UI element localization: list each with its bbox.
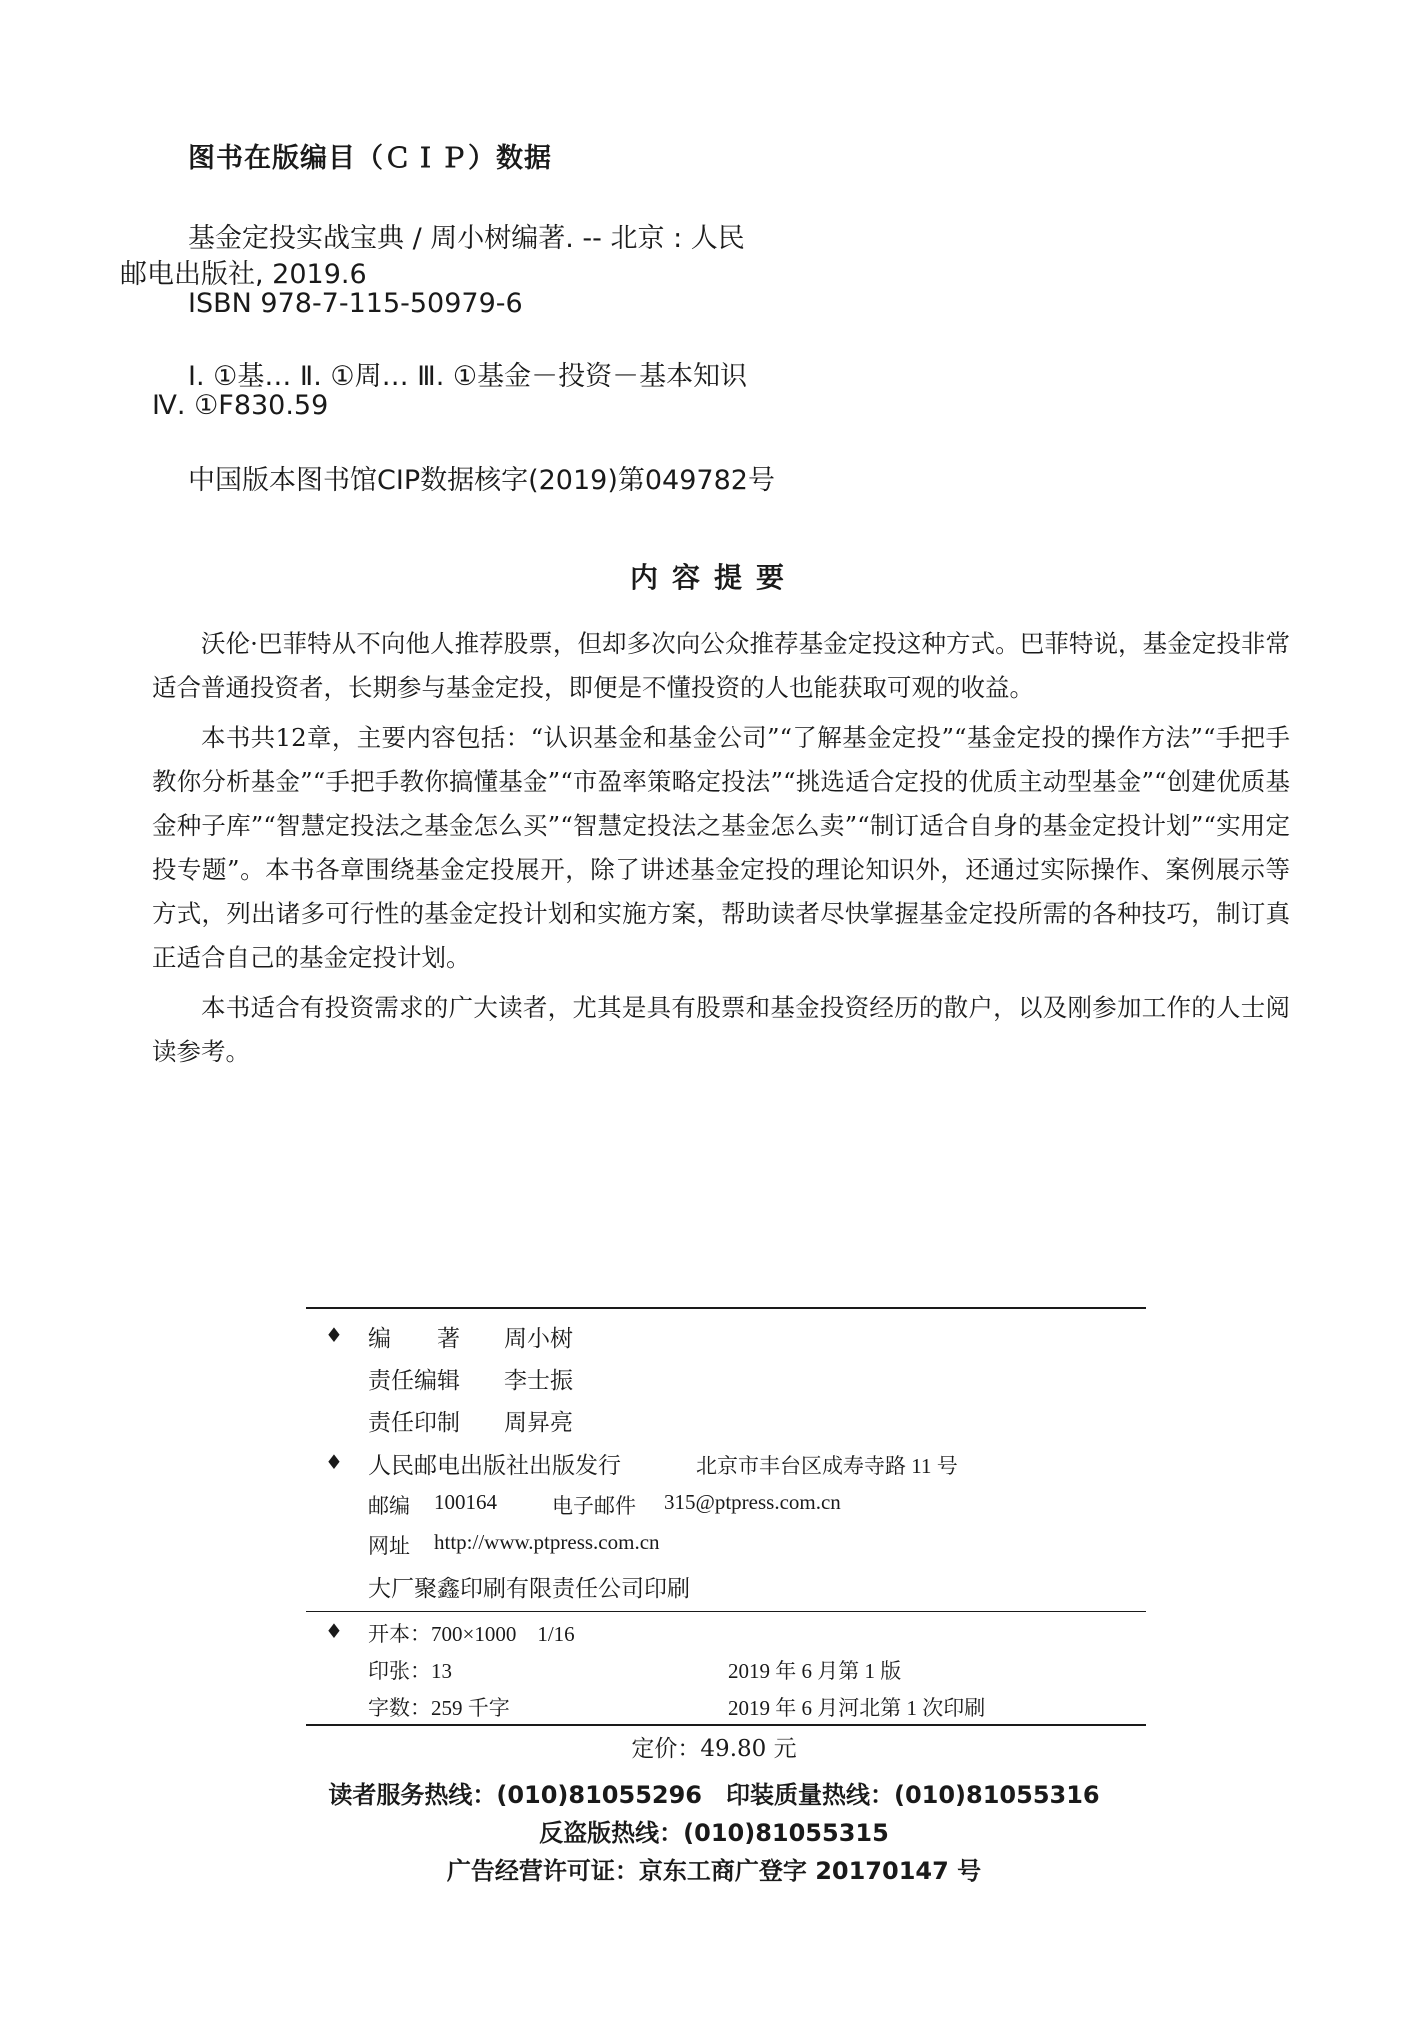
printer-label: 责任印制: [368, 1410, 460, 1436]
format-spec: 开本：700×1000 1/16: [368, 1622, 575, 1646]
cip-isbn: ISBN 978-7-115-50979-6: [188, 288, 523, 319]
print-company: 大厂聚鑫印刷有限责任公司印刷: [368, 1576, 690, 1602]
editor-name: 李士振: [504, 1368, 573, 1394]
service-hotlines: 读者服务热线：(010)81055296 印装质量热线：(010)81055316: [328, 1781, 1100, 1809]
postcode-label: 邮编: [368, 1494, 410, 1518]
edition: 2019 年 6 月第 1 版: [728, 1659, 902, 1683]
publisher-address: 北京市丰台区成寿寺路 11 号: [696, 1454, 958, 1478]
summary-paragraph: 沃伦·巴菲特从不向他人推荐股票，但却多次向公众推荐基金定投这种方式。巴菲特说，基金定投非常适合普通投资者，长期参与基金定投，即便是不懂投资的人也能获取可观的收益。: [152, 629, 1290, 702]
printed-sheets: 印张：13: [368, 1659, 452, 1683]
publisher: 人民邮电出版社出版发行: [368, 1453, 621, 1479]
printer-name: 周昇亮: [504, 1410, 573, 1436]
website: http://www.ptpress.com.cn: [434, 1530, 660, 1554]
postcode: 100164: [434, 1490, 497, 1514]
advertising-license: 广告经营许可证：京东工商广登字 20170147 号: [446, 1857, 982, 1885]
bottom-divider: [306, 1724, 1146, 1726]
printing-info: 2019 年 6 月河北第 1 次印刷: [728, 1696, 986, 1720]
author-label: 编 著: [368, 1326, 460, 1352]
cip-bibliographic-line-1: 基金定投实战宝典 / 周小树编著. -- 北京 : 人民: [188, 223, 745, 254]
diamond-bullet-icon: ♦: [325, 1619, 343, 1643]
word-count: 字数：259 千字: [368, 1696, 510, 1720]
summary-heading: 内容提要: [629, 561, 798, 594]
cip-title: 图书在版编目（ＣＩＰ）数据: [188, 143, 552, 174]
middle-divider: [306, 1611, 1146, 1612]
website-label: 网址: [368, 1534, 410, 1558]
summary-body: [152, 622, 1290, 1080]
price: 定价：49.80 元: [631, 1736, 797, 1762]
author-name: 周小树: [504, 1326, 573, 1352]
diamond-bullet-icon: ♦: [325, 1323, 343, 1347]
email-label: 电子邮件: [552, 1494, 636, 1518]
summary-paragraph: 本书适合有投资需求的广大读者，尤其是具有股票和基金投资经历的散户，以及刚参加工作的人士阅读参考。: [152, 993, 1290, 1066]
email: 315@ptpress.com.cn: [664, 1490, 841, 1514]
anti-piracy-hotline: 反盗版热线：(010)81055315: [539, 1819, 889, 1847]
cip-classification-code: Ⅳ. ①F830.59: [152, 390, 329, 421]
summary-paragraph: 本书共12章，主要内容包括：“认识基金和基金公司”“了解基金定投”“基金定投的操作方法”“手把手教你分析基金”“手把手教你搞懂基金”“市盈率策略定投法”“挑选适合定投的优质主动型基金”“创建优质基金种子库”“智慧定投法之基金怎么买”“智慧定投法之基金怎么卖”“制订适合自身的基金定投计划”“实用定投专题”。本书各章围绕基金定投展开，除了讲述基金定投的理论知识外，还通过实际操作、案例展示等方式，列出诸多可行性的基金定投计划和实施方案，帮助读者尽快掌握基金定投所需的各种技巧，制订真正适合自己的基金定投计划。: [152, 723, 1290, 972]
diamond-bullet-icon: ♦: [325, 1450, 343, 1474]
cip-classification-line: Ⅰ. ①基… Ⅱ. ①周… Ⅲ. ①基金－投资－基本知识: [188, 361, 748, 392]
cip-bibliographic-line-2: 邮电出版社, 2019.6: [120, 259, 367, 290]
cip-verification-number: 中国版本图书馆CIP数据核字(2019)第049782号: [188, 465, 775, 496]
top-divider: [306, 1307, 1146, 1309]
editor-label: 责任编辑: [368, 1368, 460, 1394]
